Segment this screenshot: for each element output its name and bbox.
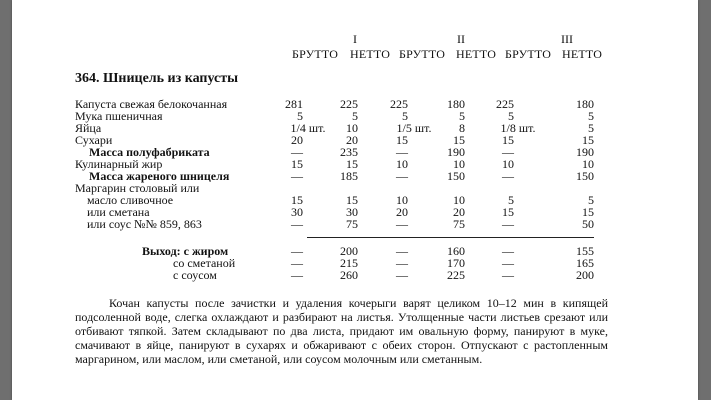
- cell: 15: [291, 193, 303, 207]
- cell: 10: [396, 157, 408, 171]
- cell: —: [291, 217, 303, 231]
- row-label: Яйца: [75, 121, 102, 135]
- cell: —: [502, 268, 514, 282]
- cell: 150: [576, 169, 594, 183]
- cell: 15: [346, 157, 358, 171]
- cell: —: [396, 217, 408, 231]
- cell: 225: [390, 97, 408, 111]
- cell: 75: [453, 217, 465, 231]
- cell: 10: [396, 193, 408, 207]
- cell: 15: [346, 193, 358, 207]
- cell: —: [291, 244, 303, 258]
- cell: 15: [502, 205, 514, 219]
- cell: 10: [453, 193, 465, 207]
- cell: 15: [582, 205, 594, 219]
- row-label: Кулинарный жир: [75, 157, 163, 171]
- cell: 75: [346, 217, 358, 231]
- row-label: или сметана: [87, 205, 150, 219]
- cell: 10: [453, 157, 465, 171]
- cell: 281: [285, 97, 303, 111]
- cell: 190: [447, 145, 465, 159]
- cell: 225: [496, 97, 514, 111]
- cell: 1/5 шт.: [396, 121, 432, 135]
- cell: 15: [396, 133, 408, 147]
- row-label: Выход: с жиром: [142, 244, 229, 258]
- cell: 5: [508, 193, 514, 207]
- cell: 5: [459, 109, 465, 123]
- cell: 15: [582, 133, 594, 147]
- row-label: с соусом: [173, 268, 217, 282]
- cell: —: [396, 268, 408, 282]
- column-header: БРУТТО: [505, 47, 552, 61]
- divider: [307, 237, 594, 238]
- cell: 5: [297, 109, 303, 123]
- cell: 235: [340, 145, 358, 159]
- cell: 185: [340, 169, 358, 183]
- column-header: НЕТТО: [456, 47, 497, 61]
- cell: —: [291, 169, 303, 183]
- cell: 10: [582, 157, 594, 171]
- cell: 20: [396, 205, 408, 219]
- cell: 155: [576, 244, 594, 258]
- row-label: Масса полуфабриката: [89, 145, 210, 159]
- cell: 30: [346, 205, 358, 219]
- cell: 150: [447, 169, 465, 183]
- cell: 215: [340, 256, 358, 270]
- cell: —: [502, 256, 514, 270]
- recipe-description: Кочан капусты после зачистки и удаления кочерыги варят целиком 10–12 мин в кипящей подсоленной воде, слегка охлаждают и разбирают на листья. Утолщенные части листьев срезают или отбивают тяпкой. Затем складывают по два листа, придают им овальную форму, панируют в муке, смачивают в яйце, панируют в сухарях и обжаривают с обеих сторон. Отпускают с растопленным маргарином, или маслом, или сметаной, или соусом молочным или сметанным.: [75, 296, 608, 366]
- row-label: или соус №№ 859, 863: [87, 217, 202, 231]
- row-label: Мука пшеничная: [75, 109, 163, 123]
- column-group-2: II: [457, 32, 465, 46]
- document-page: [12, 0, 698, 400]
- cell: 200: [576, 268, 594, 282]
- cell: 160: [447, 244, 465, 258]
- cell: 30: [291, 205, 303, 219]
- cell: 1/8 шт.: [500, 121, 536, 135]
- cell: 225: [447, 268, 465, 282]
- cell: 180: [576, 97, 594, 111]
- cell: —: [396, 145, 408, 159]
- cell: 8: [459, 121, 465, 135]
- cell: 20: [346, 133, 358, 147]
- row-label: масло сливочное: [87, 193, 174, 207]
- cell: 50: [582, 217, 594, 231]
- column-group-1: I: [353, 32, 357, 46]
- cell: 225: [340, 97, 358, 111]
- cell: 190: [576, 145, 594, 159]
- cell: 170: [447, 256, 465, 270]
- cell: 10: [502, 157, 514, 171]
- cell: 5: [352, 109, 358, 123]
- column-header: БРУТТО: [399, 47, 446, 61]
- output-row: [12, 269, 698, 281]
- cell: 15: [453, 133, 465, 147]
- cell: —: [396, 244, 408, 258]
- row-label: со сметаной: [173, 256, 236, 270]
- cell: 20: [291, 133, 303, 147]
- cell: 5: [588, 121, 594, 135]
- cell: 10: [346, 121, 358, 135]
- column-header: НЕТТО: [562, 47, 603, 61]
- cell: —: [396, 256, 408, 270]
- cell: 165: [576, 256, 594, 270]
- cell: —: [291, 256, 303, 270]
- cell: 20: [453, 205, 465, 219]
- cell: 5: [508, 109, 514, 123]
- cell: —: [396, 169, 408, 183]
- column-header: БРУТТО: [292, 47, 339, 61]
- cell: —: [502, 169, 514, 183]
- cell: 200: [340, 244, 358, 258]
- cell: 180: [447, 97, 465, 111]
- cell: —: [502, 244, 514, 258]
- row-label: Сухари: [75, 133, 113, 147]
- cell: 260: [340, 268, 358, 282]
- cell: 5: [588, 193, 594, 207]
- cell: —: [502, 145, 514, 159]
- cell: 5: [588, 109, 594, 123]
- table-row: [12, 218, 698, 230]
- cell: —: [502, 217, 514, 231]
- cell: 5: [402, 109, 408, 123]
- row-label: Маргарин столовый или: [75, 181, 200, 195]
- cell: —: [291, 145, 303, 159]
- cell: —: [291, 268, 303, 282]
- column-group-3: III: [561, 32, 573, 46]
- row-label: Масса жареного шницеля: [89, 169, 230, 183]
- row-label: Капуста свежая белокочанная: [75, 97, 228, 111]
- recipe-title: 364. Шницель из капусты: [75, 71, 239, 86]
- cell: 15: [291, 157, 303, 171]
- cell: 15: [502, 133, 514, 147]
- column-header: НЕТТО: [350, 47, 391, 61]
- cell: 1/4 шт.: [290, 121, 326, 135]
